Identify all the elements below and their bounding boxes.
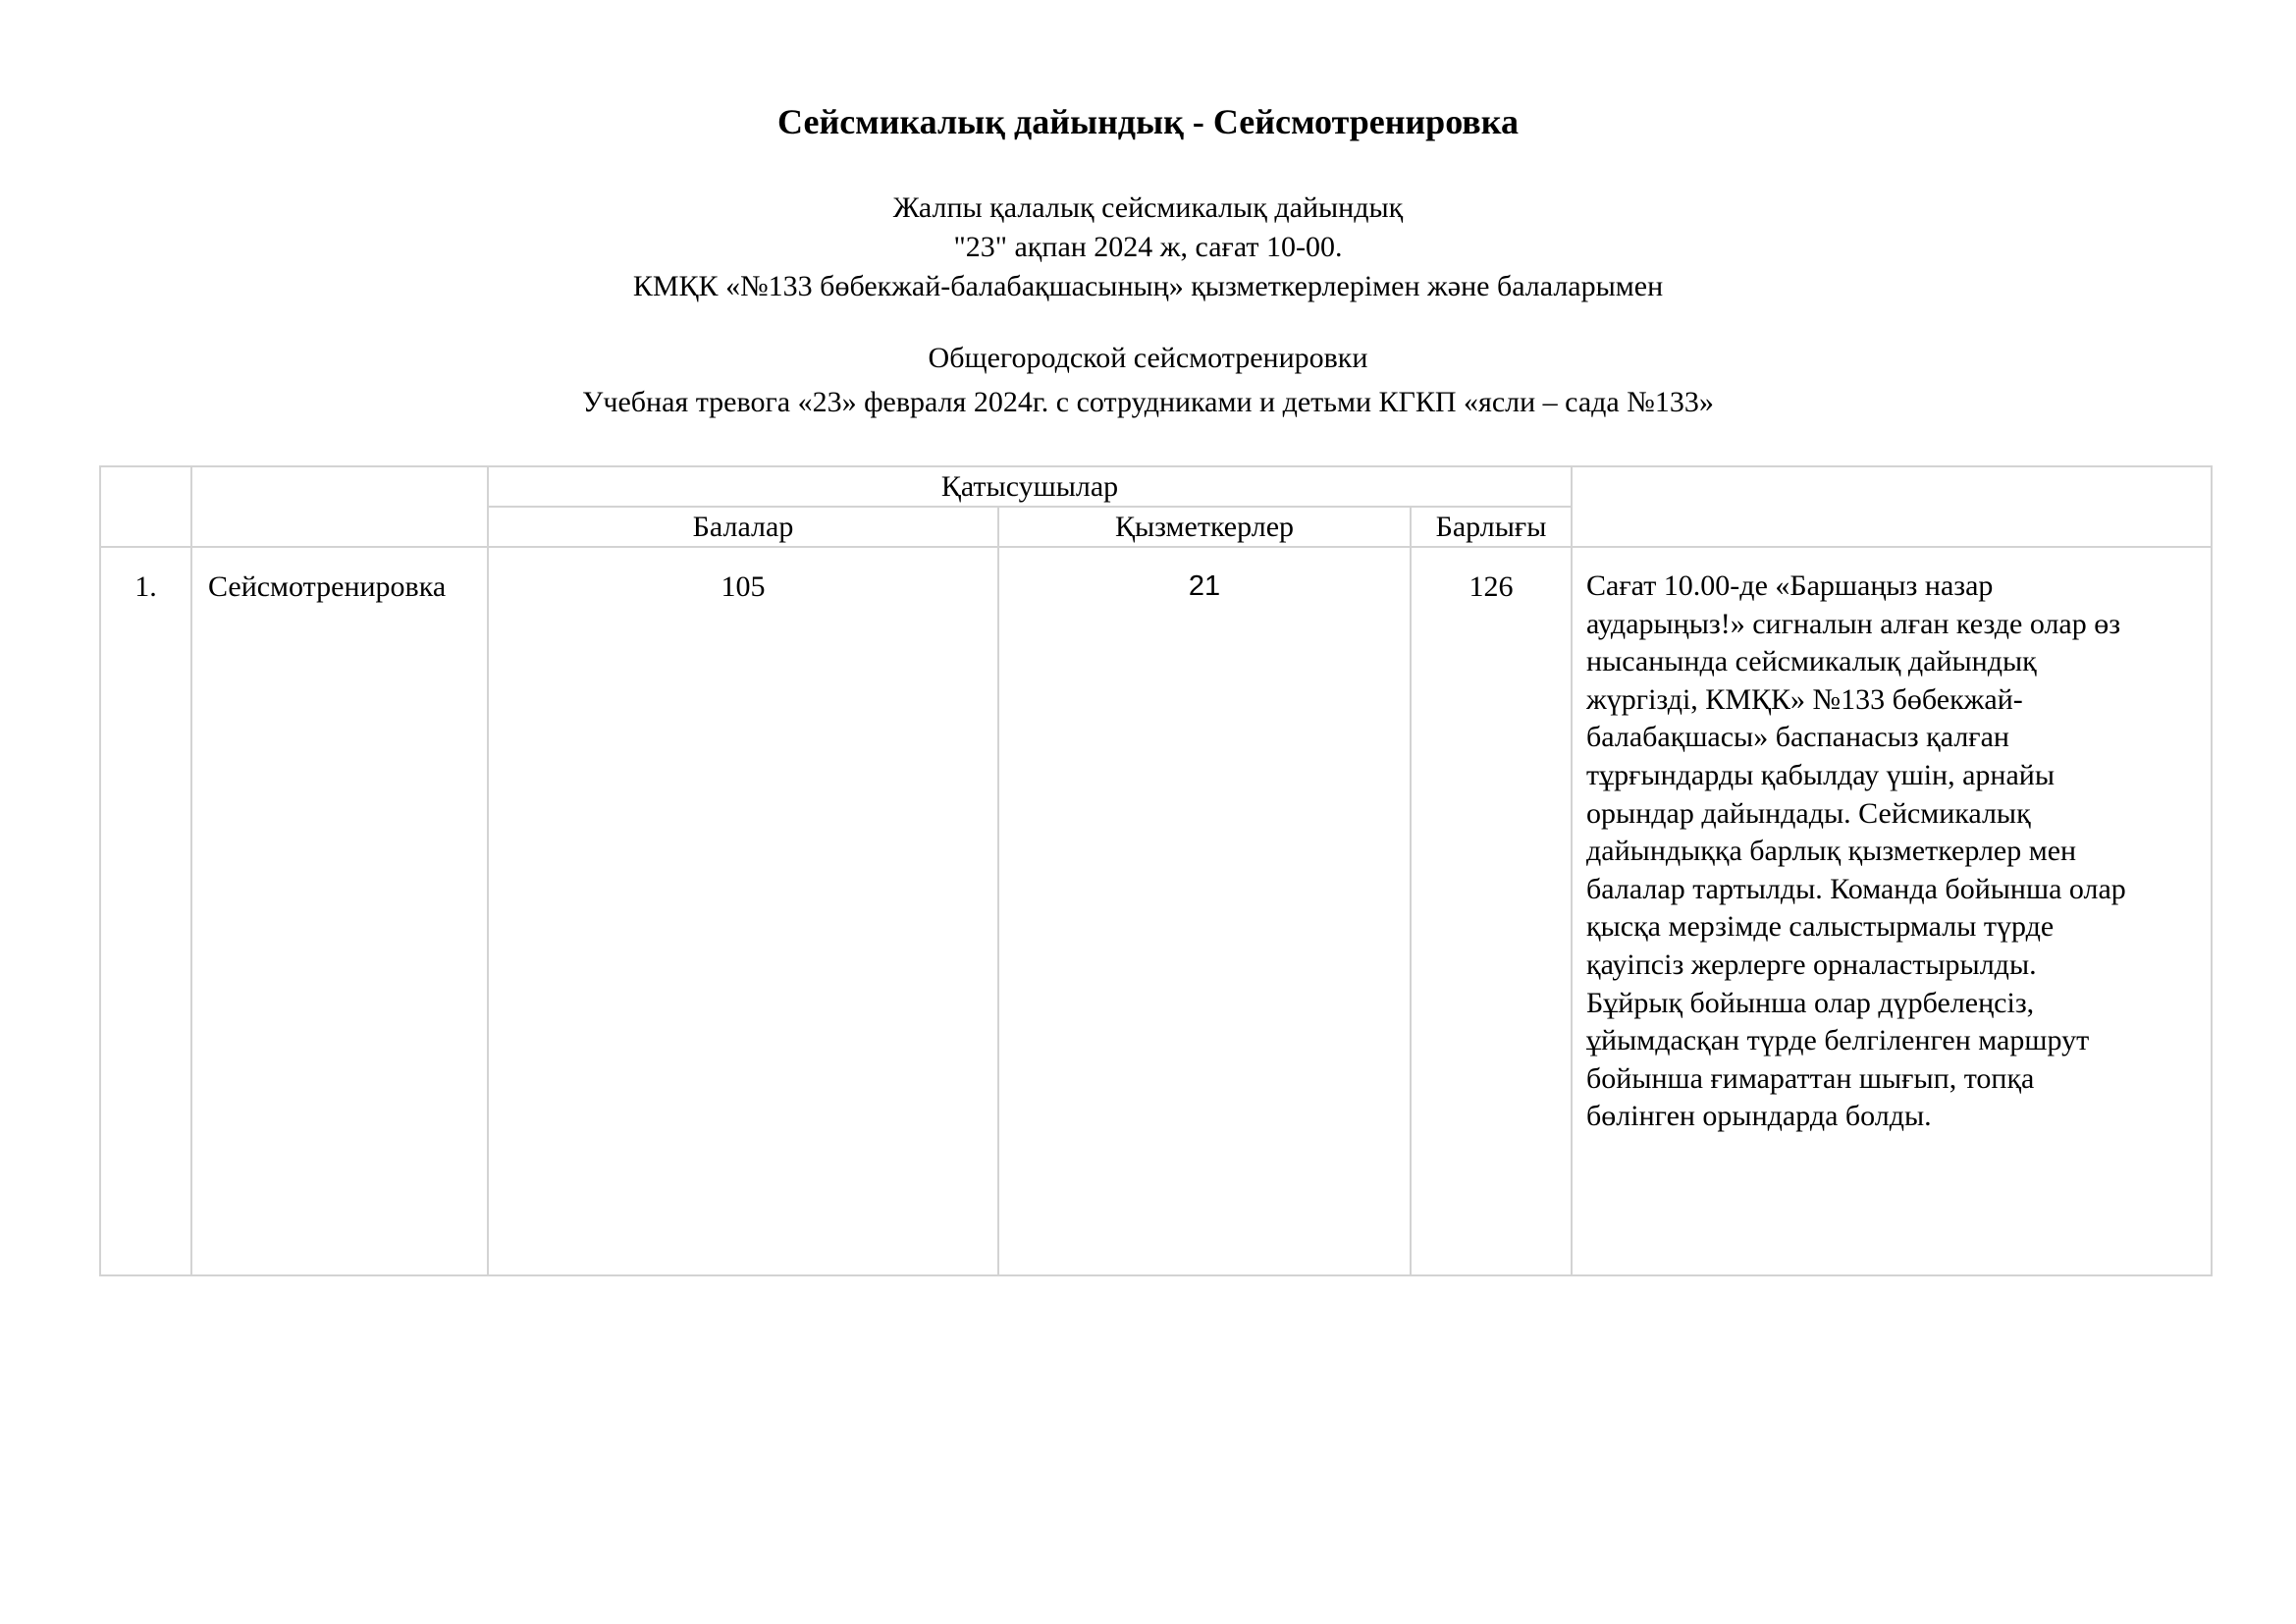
table-header-row-1 [100,466,2212,507]
header-empty-number [100,466,191,547]
description-line: жүргізді, КМҚК» №133 бөбекжай- [1586,682,2023,716]
description-line: Бұйрық бойынша олар дүрбелеңсіз, [1586,986,2035,1019]
description-line: аударыңыз!» сигналын алған кезде олар өз [1586,607,2121,640]
ru-subtitle-line-2: Учебная тревога «23» февраля 2024г. с сотрудниками и детьми КГКП «ясли – сада №133» [582,386,1714,418]
header-children: Балалар [488,507,998,547]
header-staff: Қызметкерлер [998,507,1411,547]
row-name: Сейсмотренировка [191,547,488,1275]
description-line: нысанында сейсмикалық дайындық [1586,645,2037,678]
description-line: бойынша ғимараттан шығып, топқа [1586,1061,2035,1095]
description-line: балабақшасы» баспанасыз қалған [1586,721,2009,754]
row-number: 1. [100,547,191,1275]
table-row [100,547,2212,1275]
row-staff-count: 21 [998,547,1411,1275]
description-line: қауіпсіз жерлерге орналастырылды. [1586,947,2037,981]
participants-table [99,465,2213,1276]
description-line: ұйымдасқан түрде белгіленген маршрут [1586,1024,2090,1057]
description-line: орындар дайындады. Сейсмикалық [1586,796,2031,830]
description-line: тұрғындарды қабылдау үшін, арнайы [1586,758,2055,791]
kz-subtitle-line-1: Жалпы қалалық сейсмикалық дайындық [892,191,1404,224]
description-line: балалар тартылды. Команда бойынша олар [1586,872,2126,905]
row-description [1572,547,2212,1275]
row-total-count: 126 [1411,547,1572,1275]
kz-subtitle-line-2: "23" ақпан 2024 ж, сағат 10-00. [953,231,1343,263]
description-line: бөлінген орындарда болды. [1586,1100,1932,1133]
description-line: Сағат 10.00-де «Баршаңыз назар [1586,569,1994,602]
header-empty-name [191,466,488,547]
kazakh-subtitle [0,189,2296,306]
header-empty-description [1572,466,2212,547]
header-participants: Қатысушылар [488,466,1572,507]
description-line: қысқа мерзімде салыстырмалы түрде [1586,910,2055,944]
ru-subtitle-line-1: Общегородской сейсмотренировки [928,342,1368,374]
kz-subtitle-line-3: КМҚК «№133 бөбекжай-балабақшасының» қызметкерлерімен және балаларымен [632,270,1664,302]
header-total: Барлығы [1411,507,1572,547]
row-children-count: 105 [488,547,998,1275]
document-title: Сейсмикалық дайындық - Сейсмотренировка [777,102,1519,141]
description-line: дайындыққа барлық қызметкерлер мен [1586,835,2077,868]
